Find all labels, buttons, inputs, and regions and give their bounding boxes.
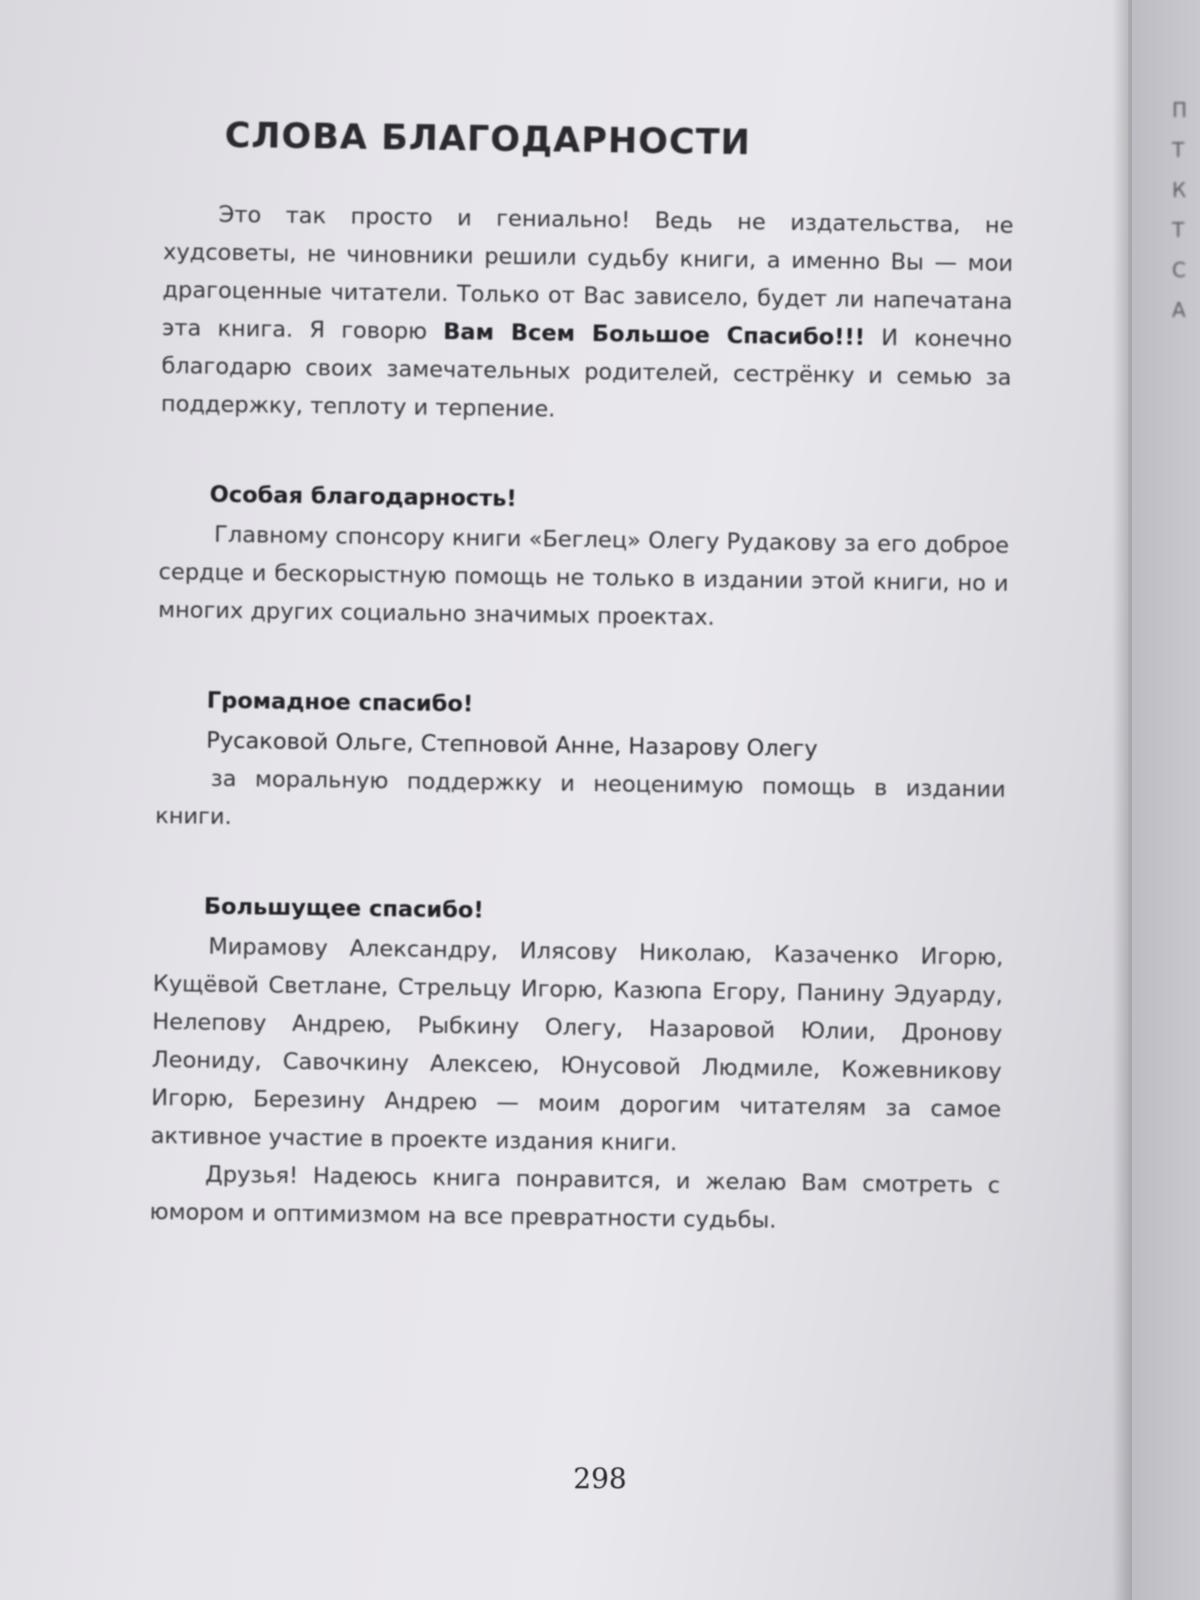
adjacent-page-text-fragments: П Т К Т С А — [1172, 98, 1188, 322]
intro-bold-thanks: Вам Всем Большое Спасибо!!! — [443, 318, 866, 351]
intro-text-start: Это так просто и гениально! Ведь не издательства, не худсоветы, не чиновники решили судьбу книги, а именно Вы — мои драгоценные читатели. Только от Вас зависело, будет ли напечатана эта книга. Я говорю — [161, 201, 1014, 345]
page-number: 298 — [573, 1462, 627, 1495]
intro-paragraph — [161, 195, 1014, 435]
special-thanks-heading: Особая благодарность! — [209, 481, 517, 512]
huge-thanks-paragraph: за моральную поддержку и неоценимую помощь в издании книги. — [155, 765, 1006, 830]
huge-thanks-names: Русаковой Ольге, Степновой Анне, Назарову Олегу — [206, 727, 818, 763]
biggest-thanks-paragraph: Мирамову Александру, Илясову Николаю, Казаченко Игорю, Кущёвой Светлане, Стрельцу Игорю, Казюпа Егору, Панину Эдуарду, Нелепову Андрею, Рыбкину Олегу, Назаровой Юлии, Дронову Леониду, Савочкину Алексею, Юнусовой Людмиле, Кожевникову Игорю, Березину Андрею — моим дорогим читателям за самое активное участие в проекте издания книги. — [150, 933, 1004, 1157]
biggest-thanks-heading: Большущее спасибо! — [203, 893, 484, 924]
special-thanks-paragraph: Главному спонсору книги «Беглец» Олегу Рудакову за его доброе сердце и бескорыстную помощь не только в издании этой книги, но и многих других социально значимых проектах. — [157, 521, 1010, 631]
page-content — [149, 115, 1014, 1243]
huge-thanks-heading: Громадное спасибо! — [206, 687, 474, 718]
page-title: СЛОВА БЛАГОДАРНОСТИ — [224, 115, 752, 164]
closing-paragraph: Друзья! Надеюсь книга понравится, и желаю Вам смотреть с юмором и оптимизмом на все превратности судьбы. — [149, 1161, 1001, 1234]
intro-text-end: И конечно благодарю своих замечательных родителей, сестрёнку и семью за поддержку, теплоту и терпение. — [160, 324, 1013, 423]
adjacent-page-edge — [1132, 0, 1200, 1600]
book-gutter-shadow — [1112, 0, 1132, 1600]
